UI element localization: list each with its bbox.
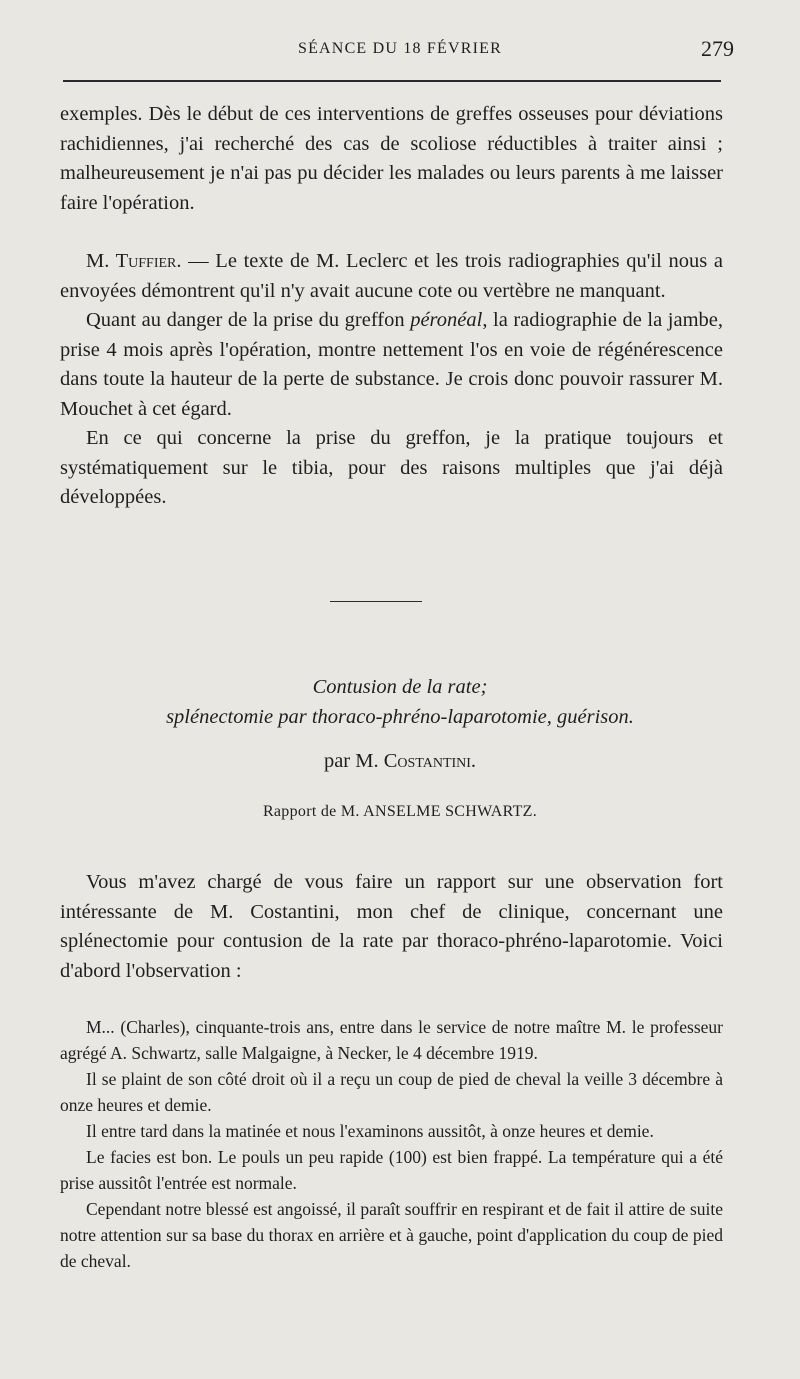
running-head [60, 36, 740, 66]
intro-block [60, 868, 723, 986]
byline [60, 750, 740, 773]
emphasis: péronéal [410, 309, 483, 331]
report-line: Rapport de M. ANSELME SCHWARTZ. [262, 803, 538, 820]
paragraph: Cependant notre blessé est angoissé, il paraît souffrir en respirant et de fait il attire de suite notre attention sur sa base du thorax en arrière et à gauche, point d'application du coup de pied de cheval. [60, 1199, 723, 1271]
paragraph: exemples. Dès le début de ces interventions de greffes osseuses pour déviations rachidiennes, j'ai recherché des cas de scoliose réductibles à traiter ainsi ; malheureusement je n'ai pas pu décider les malades ou leurs parents à me laisser faire l'opération. [60, 103, 723, 214]
speaker-name: M. Tuffier. [86, 250, 182, 272]
paragraph: Le facies est bon. Le pouls un peu rapide (100) est bien frappé. La température qui a été prise aussitôt l'entrée est normale. [60, 1147, 723, 1193]
paragraph-text: Quant au danger de la prise du greffon [86, 309, 411, 331]
discussion-block [60, 247, 723, 513]
page-number: 279 [701, 36, 734, 61]
byline-prefix: par M. [323, 750, 384, 772]
title-line: Contusion de la rate; [312, 676, 488, 698]
author-name: Costantini. [383, 750, 477, 772]
title-line: splénectomie par thoraco-phréno-laparotomie, guérison. [166, 706, 634, 728]
paragraph: Il se plaint de son côté droit où il a reçu un coup de pied de cheval la veille 3 décembre à onze heures et demie. [60, 1069, 723, 1115]
paragraph [60, 306, 723, 424]
article-title [60, 672, 740, 732]
paragraph: Vous m'avez chargé de vous faire un rapport sur une observation fort intéressante de M. Costantini, mon chef de clinique, concernant une splénectomie pour contusion de la rate par thoraco-phréno-laparotomie. Voici d'abord l'observation : [60, 871, 723, 982]
section-separator [330, 601, 422, 602]
paragraph [60, 247, 723, 306]
header-rule [63, 80, 721, 82]
continuation-paragraph [60, 100, 723, 218]
paragraph: Il entre tard dans la matinée et nous l'examinons aussitôt, à onze heures et demie. [86, 1121, 654, 1141]
observation-block [60, 1014, 723, 1274]
paragraph-text: — Le texte de M. Leclerc et les trois radiographies qu'il nous a envoyées démontrent qu'il n'y avait aucune cote ou vertèbre ne manquant. [60, 250, 723, 302]
paragraph: En ce qui concerne la prise du greffon, je la pratique toujours et systématiquement sur le tibia, pour des raisons multiples que j'ai déjà développées. [60, 427, 723, 508]
running-title: SÉANCE DU 18 FÉVRIER [297, 40, 502, 57]
paragraph: M... (Charles), cinquante-trois ans, entre dans le service de notre maître M. le professeur agrégé A. Schwartz, salle Malgaigne, à Necker, le 4 décembre 1919. [60, 1017, 723, 1063]
paragraph-text: , la radiographie de la jambe, prise 4 mois après l'opération, montre nettement l'os en voie de régénérescence dans toute la hauteur de la perte de substance. Je crois donc pouvoir rassurer M. Mouchet à cet égard. [60, 309, 723, 420]
